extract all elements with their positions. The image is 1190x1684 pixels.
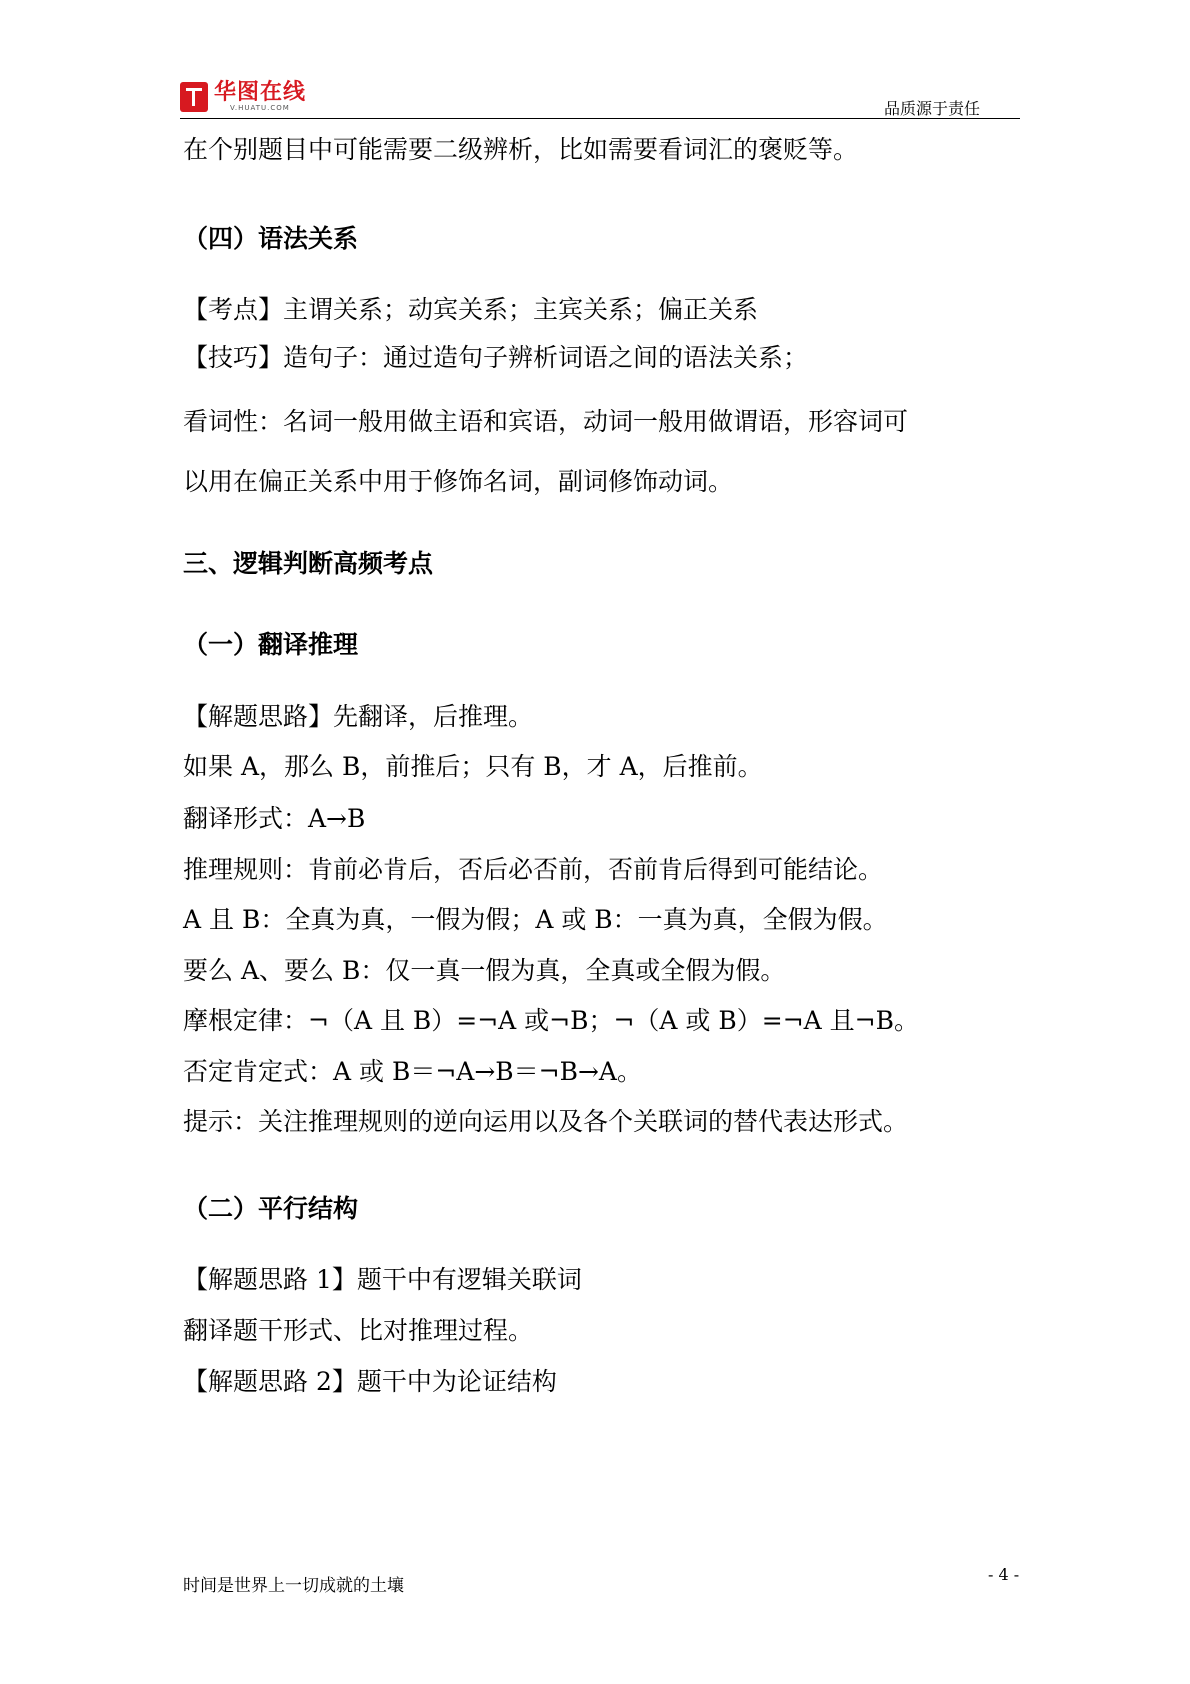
- section-heading: （二）平行结构: [183, 1194, 359, 1223]
- section-heading: （四）语法关系: [183, 224, 359, 253]
- section-heading: （一）翻译推理: [183, 630, 359, 659]
- paragraph-line: 如果 A，那么 B，前推后；只有 B，才 A，后推前。: [183, 752, 763, 781]
- paragraph-line: 摩根定律：¬（A 且 B）=¬A 或¬B；¬（A 或 B）=¬A 且¬B。: [183, 1006, 919, 1035]
- header-motto: 品质源于责任: [883, 99, 980, 118]
- header-divider: [180, 118, 1020, 119]
- paragraph-line: 翻译形式：A→B: [183, 804, 366, 833]
- paragraph-line: 【技巧】造句子：通过造句子辨析词语之间的语法关系；: [183, 343, 809, 372]
- footer-slogan: 时间是世界上一切成就的土壤: [183, 1576, 404, 1596]
- page-header: [180, 80, 1020, 118]
- paragraph-line: 看词性：名词一般用做主语和宾语，动词一般用做谓语，形容词可: [183, 407, 909, 436]
- logo-url: V.HUATU.COM: [230, 104, 290, 112]
- huatu-logo-icon: [180, 82, 208, 112]
- section-heading: 三、逻辑判断高频考点: [183, 549, 434, 578]
- paragraph-line: 推理规则：肯前必肯后，否后必否前，否前肯后得到可能结论。: [183, 855, 884, 884]
- paragraph-line: 否定肯定式：A 或 B＝¬A→B＝¬B→A。: [183, 1057, 642, 1086]
- logo-name: 华图在线: [214, 80, 307, 105]
- huatu-logo: [180, 80, 306, 114]
- paragraph-line: 【考点】主谓关系；动宾关系；主宾关系；偏正关系: [183, 295, 759, 324]
- paragraph-line: 以用在偏正关系中用于修饰名词，副词修饰动词。: [183, 467, 734, 496]
- paragraph-line: 【解题思路】先翻译，后推理。: [183, 702, 534, 731]
- paragraph-line: 提示：关注推理规则的逆向运用以及各个关联词的替代表达形式。: [183, 1107, 909, 1136]
- paragraph-line: 【解题思路 2】题干中为论证结构: [183, 1367, 557, 1396]
- paragraph-line: 在个别题目中可能需要二级辨析，比如需要看词汇的褒贬等。: [183, 135, 859, 164]
- page-number: - 4 -: [988, 1565, 1020, 1584]
- paragraph-line: 【解题思路 1】题干中有逻辑关联词: [183, 1265, 582, 1294]
- paragraph-line: 要么 A、要么 B：仅一真一假为真，全真或全假为假。: [183, 956, 786, 985]
- paragraph-line: 翻译题干形式、比对推理过程。: [183, 1316, 534, 1345]
- paragraph-line: A 且 B：全真为真，一假为假；A 或 B：一真为真，全假为假。: [183, 905, 888, 934]
